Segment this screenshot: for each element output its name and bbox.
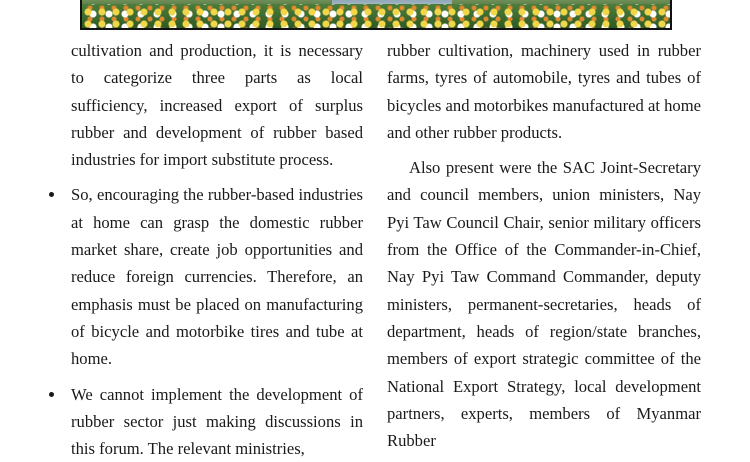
bullet-text: We cannot implement the development of rubber sector just making discussions in this forum. The relevant ministries, bbox=[71, 384, 363, 459]
bullet-item bbox=[71, 381, 363, 462]
left-continuation-text: cultivation and production, it is necessary to categorize three parts as local sufficiency, increased export of surplus rubber and development of rubber based industries for import substitute process. bbox=[71, 41, 363, 170]
bullet-item bbox=[71, 181, 363, 372]
right-column bbox=[387, 37, 701, 454]
bullet-text: So, encouraging the rubber-based industries at home can grasp the domestic rubber market share, create job opportunities and reduce foreign currencies. Therefore, an emphasis must be placed on manufacturing of bicycle and motorbike tires and tube at home. bbox=[71, 185, 363, 369]
bullet-dot-icon bbox=[49, 392, 54, 397]
event-photo bbox=[80, 0, 672, 30]
flower-arrangement bbox=[82, 4, 670, 28]
attendees-paragraph: Also present were the SAC Joint-Secretary and council members, union ministers, Nay Pyi Taw Council Chair, senior military officers from the Office of the Commander-in-Chief, Nay Pyi Taw Command Commander, deputy ministers, permanent-secretaries, heads of department, heads of region/state branches, members of export strategic committee of the National Export Strategy, local development partners, experts, members of Myanmar Rubber bbox=[387, 158, 701, 451]
bullet-dot-icon bbox=[49, 192, 54, 197]
right-continuation-text: rubber cultivation, machinery used in rubber farms, tyres of automobile, tyres and tubes of bicycles and motorbikes manufactured at home and other rubber products. bbox=[387, 41, 701, 142]
left-column bbox=[71, 37, 363, 462]
